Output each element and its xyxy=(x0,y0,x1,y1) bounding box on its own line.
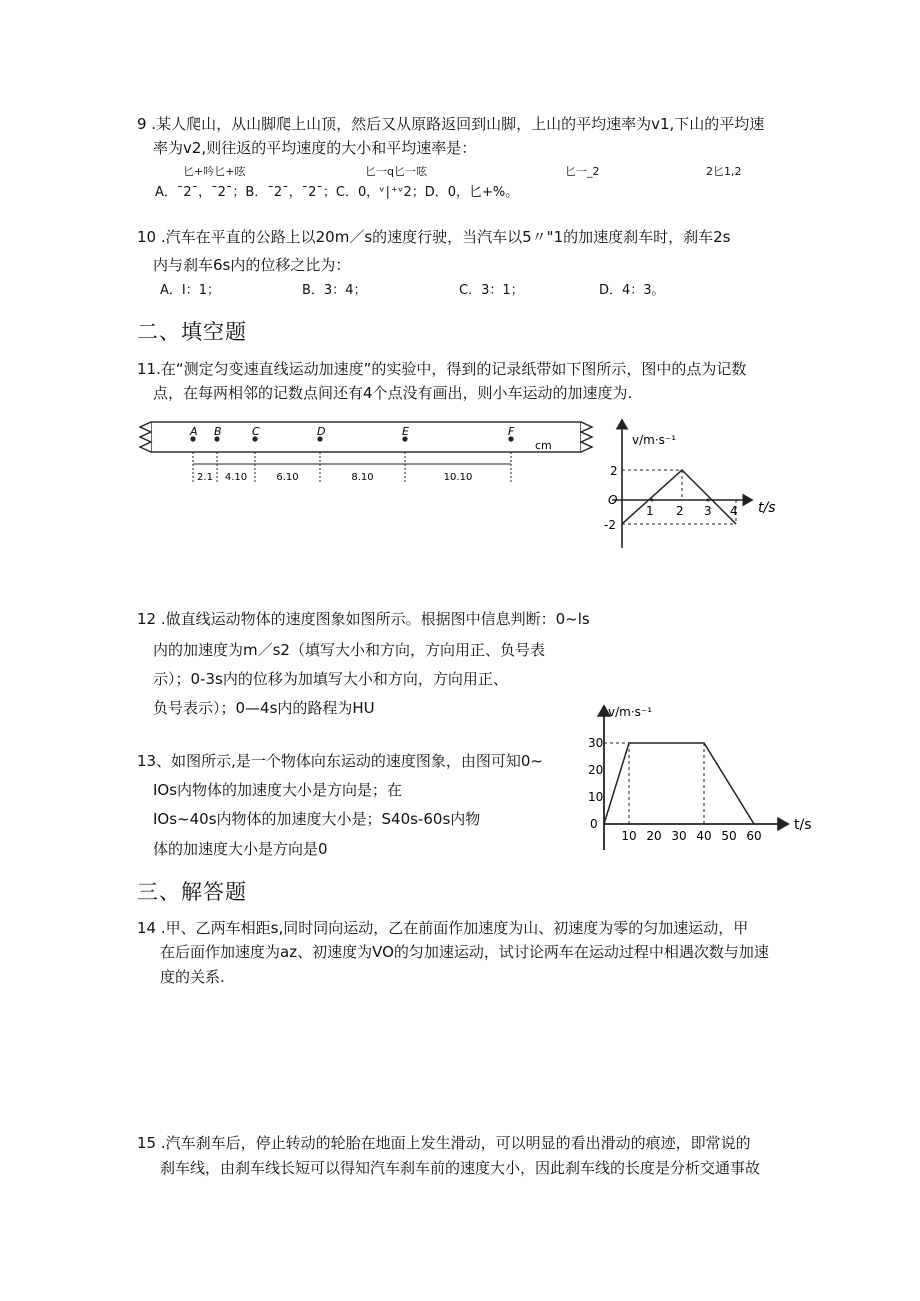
q9-fraction-b: 匕一q匕一呟 xyxy=(365,165,427,178)
q10-option-b: B．3：4； xyxy=(302,283,367,298)
q12-line4: 负号表示）；0—4s内的路程为HU xyxy=(153,699,375,717)
tape-distance-label: 8.10 xyxy=(351,472,374,483)
graph1-origin-label: O xyxy=(608,493,618,507)
graph2-y-axis-label: v/m·s⁻¹ xyxy=(608,705,653,719)
graph1-ytick-minus2: -2 xyxy=(604,518,616,532)
graph1-xtick-4: 4 xyxy=(730,504,738,518)
q13-line3: IOs~40s内物体的加速度大小是；S40s-60s内物 xyxy=(153,810,481,828)
tape-unit-label: cm xyxy=(535,439,552,452)
q10-option-a: A．I：1； xyxy=(160,283,220,298)
graph2-xtick-60: 60 xyxy=(746,829,762,843)
graph1-y-axis-label: v/m·s⁻¹ xyxy=(632,433,677,447)
tape-point-label-c: C xyxy=(252,425,260,438)
tape-point-label-a: A xyxy=(190,425,198,438)
graph1-crossing-point-2 xyxy=(707,499,710,502)
q10-line1: 10 .汽车在平直的公路上以20m／s的速度行驶，当汽车以5〃"1的加速度刹车时，刹车2s xyxy=(137,228,731,246)
velocity-graph-1 xyxy=(598,414,788,554)
graph2-x-axis-label: t/s xyxy=(794,817,812,833)
graph2-ytick-10: 10 xyxy=(588,790,604,804)
graph1-x-axis-label: t/s xyxy=(758,500,776,516)
tape-distance-label: 10.10 xyxy=(443,472,473,483)
graph2-xtick-40: 40 xyxy=(696,829,712,843)
q10-option-c: C．3：1； xyxy=(459,283,524,298)
q9-fraction-c: 匕一_2 xyxy=(565,165,600,178)
graph2-xtick-10: 10 xyxy=(621,829,637,843)
graph2-ytick-30: 30 xyxy=(588,736,604,750)
section-heading-fill-in: 二、填空题 xyxy=(137,320,247,344)
q13-line1: 13、如图所示,是一个物体向东运动的速度图象，由图可知0~ xyxy=(137,752,543,770)
q12-line3: 示）；0-3s内的位移为加填写大小和方向，方向用正、 xyxy=(153,670,508,688)
q11-line2: 点，在每两相邻的记数点间还有4个点没有画出，则小车运动的加速度为. xyxy=(153,384,633,402)
q14-line2: 在后面作加速度为az、初速度为VO的匀加速运动，试讨论两车在运动过程中相遇次数与加速 xyxy=(160,943,769,961)
q9-line2: 率为v2,则往返的平均速度的大小和平均速率是： xyxy=(153,139,477,157)
graph2-ytick-20: 20 xyxy=(588,763,604,777)
graph1-crossing-point xyxy=(651,499,654,502)
graph2-origin-label: 0 xyxy=(590,817,598,831)
graph1-xtick-3: 3 xyxy=(704,504,712,518)
tape-zigzag-left xyxy=(140,422,151,452)
section-heading-solve: 三、解答题 xyxy=(137,880,247,904)
graph1-xtick-1: 1 xyxy=(646,504,654,518)
q9-options: A．ˉ2ˉ，ˉ2ˉ；B．ˉ2ˉ，ˉ2ˉ；C．0，ᵛ∣⁺ᵛ2；D．0，匕+%。 xyxy=(155,185,519,200)
q9-fraction-a: 匕+吟匕+呟 xyxy=(183,165,246,178)
tape-distance-label: 6.10 xyxy=(276,472,299,483)
q9-line1: 9 .某人爬山，从山脚爬上山顶，然后又从原路返回到山脚，上山的平均速率为v1,下山的平均速 xyxy=(137,115,765,133)
graph2-xtick-50: 50 xyxy=(721,829,737,843)
tape-zigzag-right xyxy=(581,422,592,452)
tape-point-label-b: B xyxy=(214,425,222,438)
q10-option-d: D．4：3。 xyxy=(599,283,665,298)
graph1-ytick-2: 2 xyxy=(610,464,618,478)
tape-point-label-d: D xyxy=(317,425,326,438)
q15-line1: 15 .汽车刹车后，停止转动的轮胎在地面上发生滑动，可以明显的看出滑动的痕迹，即常说的 xyxy=(137,1134,751,1152)
tape-point-label-f: F xyxy=(508,425,515,438)
q10-line2: 内与刹车6s内的位移之比为： xyxy=(153,256,351,274)
q13-line4: 体的加速度大小是方向是0 xyxy=(153,840,328,858)
q14-line3: 度的关系. xyxy=(160,968,225,986)
q12-line1: 12 .做直线运动物体的速度图象如图所示。根据图中信息判断：0~ls xyxy=(137,610,590,628)
q12-line2: 内的加速度为m／s2（填写大小和方向，方向用正、负号表 xyxy=(153,641,545,659)
q11-line1: 11.在“测定匀变速直线运动加速度”的实验中，得到的记录纸带如下图所示，图中的点为记数 xyxy=(137,360,747,378)
graph1-xtick-2: 2 xyxy=(676,504,684,518)
tape-distance-label: 2.1 xyxy=(197,472,213,483)
graph2-velocity-line xyxy=(604,743,754,824)
q14-line1: 14 .甲、乙两车相距s,同时同向运动，乙在前面作加速度为山、初速度为零的匀加速运动，甲 xyxy=(137,919,749,937)
graph2-xtick-20: 20 xyxy=(646,829,662,843)
tape-point-label-e: E xyxy=(402,425,409,438)
q15-line2: 刹车线，由刹车线长短可以得知汽车刹车前的速度大小，因此刹车线的长度是分析交通事故 xyxy=(160,1159,761,1177)
velocity-graph-2 xyxy=(586,700,826,860)
q13-line2: IOs内物体的加速度大小是方向是；在 xyxy=(153,781,403,799)
ticker-tape-figure xyxy=(137,412,597,492)
tape-distance-label: 4.10 xyxy=(224,472,248,483)
graph2-xtick-30: 30 xyxy=(671,829,687,843)
q9-fraction-d: 2匕1,2 xyxy=(706,165,742,178)
